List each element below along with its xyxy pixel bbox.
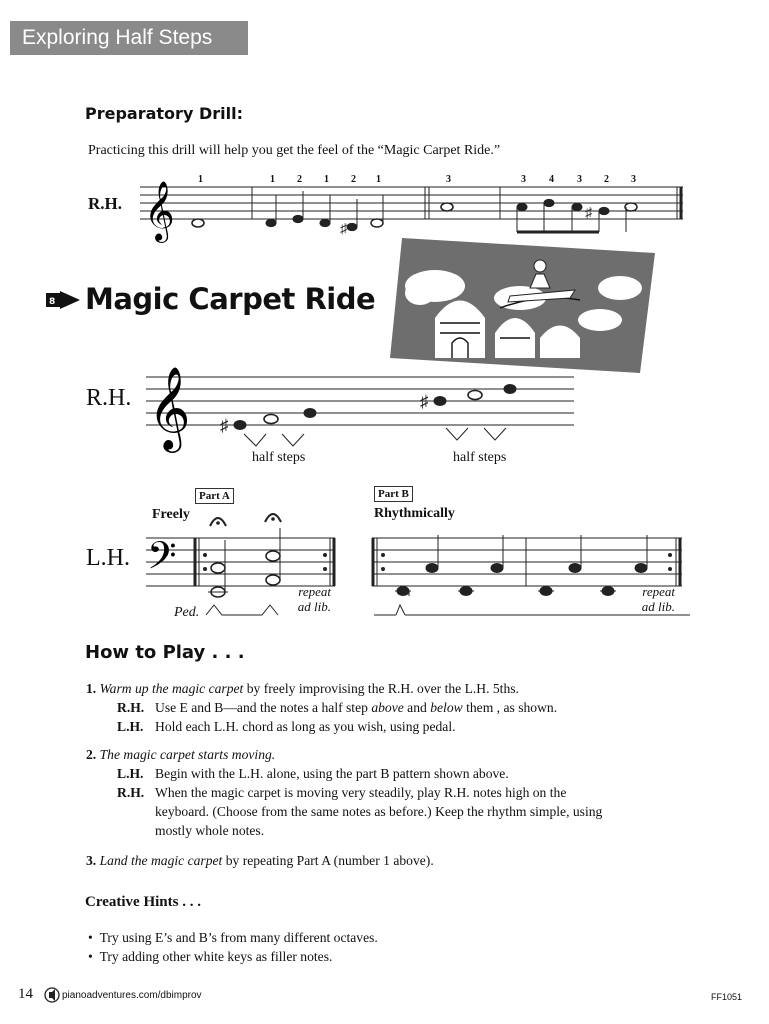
text-part: and [403, 700, 431, 715]
svg-text:♯: ♯ [340, 222, 347, 237]
sub-text: Begin with the L.H. alone, using the part B pattern shown above. [155, 766, 509, 781]
footer-code: FF1051 [711, 992, 743, 1002]
bass-clef-icon: 𝄢 [147, 533, 177, 587]
text-part: them , as shown. [462, 700, 558, 715]
fingering: 3 [446, 174, 451, 185]
fingering: 3 [577, 174, 582, 185]
fingering: 1 [270, 174, 275, 185]
step-2-lh [117, 764, 509, 783]
hand-tag: R.H. [117, 785, 145, 800]
section-header: Exploring Half Steps [10, 21, 248, 55]
step-2-rh [117, 783, 717, 840]
drill-title: Preparatory Drill: [85, 104, 243, 123]
half-steps-label: half steps [252, 450, 306, 465]
svg-text:♯: ♯ [420, 392, 429, 411]
step-number: 2. [86, 747, 97, 762]
part-a-repeat [276, 584, 331, 614]
svg-text:8: 8 [49, 297, 56, 307]
hand-tag: L.H. [117, 719, 144, 734]
fingering: 4 [549, 174, 554, 185]
sub-text-line: mostly whole notes. [155, 823, 265, 838]
hint-item [88, 928, 378, 947]
part-a-label: Part A [195, 488, 234, 504]
step-number: 1. [86, 681, 97, 696]
hand-tag: R.H. [117, 700, 145, 715]
footer-url[interactable]: pianoadventures.com/dbimprov [62, 990, 202, 1001]
hint-item [88, 947, 332, 966]
step-text: by freely improvising the R.H. over the L.H. 5ths. [243, 681, 519, 696]
treble-clef-icon: 𝄞 [148, 365, 191, 449]
drill-description: Practicing this drill will help you get the feel of the “Magic Carpet Ride.” [88, 143, 501, 158]
fingering: 1 [324, 174, 329, 185]
pedal-mark: Ped. [174, 605, 200, 620]
ad-lib-text: ad lib. [297, 599, 331, 614]
fingering: 2 [604, 174, 609, 185]
half-steps-label: half steps [453, 450, 507, 465]
text-part: above [371, 700, 404, 715]
bullet-icon: • [88, 930, 93, 945]
song-title: Magic Carpet Ride [85, 282, 376, 316]
fingering: 3 [521, 174, 526, 185]
repeat-text: repeat [642, 584, 675, 599]
drill-staff-label: R.H. [88, 194, 122, 213]
rh-label: R.H. [86, 385, 132, 411]
step-1-rh [117, 698, 557, 717]
fingering: 2 [351, 174, 356, 185]
text-part: Use E and B—and the notes a half step [155, 700, 372, 715]
step-lead: The magic carpet starts moving. [99, 747, 276, 762]
fingering: 1 [198, 174, 203, 185]
fingering: 1 [376, 174, 381, 185]
ad-lib-text: ad lib. [641, 599, 675, 614]
sub-text-line: keyboard. (Choose from the same notes as before.) Keep the rhythm simple, using [155, 804, 603, 819]
hand-tag: L.H. [117, 766, 144, 781]
creative-hints-title: Creative Hints . . . [85, 894, 201, 910]
audio-icon [44, 987, 60, 1003]
step-1-lh [117, 717, 456, 736]
step-3 [86, 851, 434, 870]
step-lead: Land the magic carpet [99, 853, 223, 868]
sub-text: Hold each L.H. chord as long as you wish, using pedal. [155, 719, 456, 734]
svg-text:♯: ♯ [585, 206, 592, 221]
fingering: 3 [631, 174, 636, 185]
part-b-label: Part B [374, 486, 413, 502]
part-b-repeat [620, 584, 675, 614]
step-text: by repeating Part A (number 1 above). [222, 853, 434, 868]
page-number: 14 [18, 986, 33, 1002]
part-b-tempo: Rhythmically [374, 506, 455, 521]
text-part: below [430, 700, 463, 715]
repeat-text: repeat [298, 584, 331, 599]
how-to-play-title: How to Play . . . [85, 642, 245, 663]
fingering: 2 [297, 174, 302, 185]
step-lead: Warm up the magic carpet [99, 681, 244, 696]
hint-text: Try adding other white keys as filler notes. [99, 949, 333, 964]
lh-label: L.H. [86, 545, 130, 571]
step-1 [86, 679, 726, 698]
step-2 [86, 745, 275, 764]
svg-text:♯: ♯ [220, 416, 229, 435]
sub-text-line: When the magic carpet is moving very steadily, play R.H. notes high on the [155, 785, 567, 800]
treble-clef-icon: 𝄞 [144, 181, 175, 241]
part-a-tempo: Freely [152, 507, 190, 522]
step-number: 3. [86, 853, 97, 868]
hint-text: Try using E’s and B’s from many different octaves. [99, 930, 378, 945]
bullet-icon: • [88, 949, 93, 964]
